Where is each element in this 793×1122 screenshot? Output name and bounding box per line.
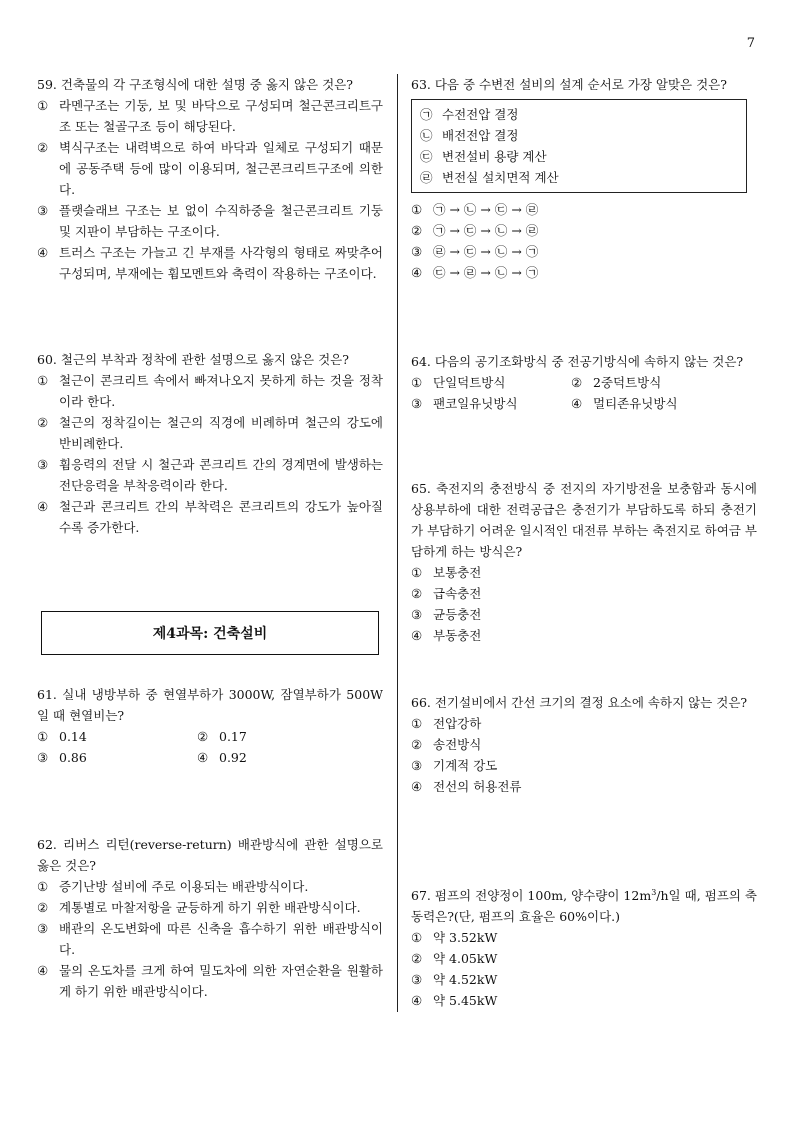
option-number: ② <box>197 729 209 744</box>
item-text: 변전설비 용량 계산 <box>442 149 547 164</box>
answer-option[interactable] <box>411 583 757 604</box>
question-box <box>411 99 747 193</box>
option-text: 플랫슬래브 구조는 보 없이 수직하중을 철근콘크리트 기둥 및 지판이 부담하는 구조이다. <box>59 203 383 239</box>
question-62 <box>37 834 383 1002</box>
answer-option[interactable] <box>37 726 197 747</box>
option-text: 멀티존유닛방식 <box>593 396 678 411</box>
option-text: 0.17 <box>219 729 247 744</box>
option-text: 약 5.45kW <box>433 993 498 1009</box>
item-marker: ㉡ <box>420 128 433 143</box>
answer-option[interactable] <box>37 200 383 242</box>
question-63 <box>411 74 757 283</box>
item-marker: ㉢ <box>420 149 433 164</box>
question-65 <box>411 478 757 646</box>
option-number: ④ <box>37 245 49 260</box>
option-text: 송전방식 <box>433 737 482 752</box>
question-stem: 63. 다음 중 수변전 설비의 설계 순서로 가장 알맞은 것은? <box>411 77 727 92</box>
box-item <box>420 125 738 146</box>
question-61 <box>37 684 383 768</box>
page-number: 7 <box>746 36 755 51</box>
question-stem: 65. 축전지의 충전방식 중 전지의 자기방전을 보충함과 동시에 상용부하에 대한 전력공급은 충전기가 부담하도록 하되 충전기가 부담하기 어려운 일시적인 대전류 부하는 축전지로 하여금 부담하게 하는 방식은? <box>411 481 757 559</box>
answer-option[interactable] <box>37 412 383 454</box>
option-text: 배관의 온도변화에 따른 신축을 흡수하기 위한 배관방식이다. <box>59 921 383 957</box>
answer-option[interactable] <box>37 496 383 538</box>
answer-option[interactable] <box>37 95 383 137</box>
question-64 <box>411 351 757 414</box>
option-text: 약 4.05kW <box>433 951 498 967</box>
option-number: ② <box>411 737 423 752</box>
option-number: ① <box>411 565 423 580</box>
option-number: ① <box>37 373 49 388</box>
option-text: 라멘구조는 기둥, 보 및 바닥으로 구성되며 철근콘크리트구조 또는 철골구조 등이 해당된다. <box>59 98 383 134</box>
option-number: ③ <box>411 396 423 411</box>
option-number: ④ <box>37 963 49 978</box>
answer-option[interactable] <box>37 960 383 1002</box>
item-marker: ㉣ <box>420 170 433 185</box>
answer-options <box>37 726 383 768</box>
answer-option[interactable] <box>411 199 757 220</box>
option-number: ③ <box>411 758 423 773</box>
option-number: ④ <box>197 750 209 765</box>
option-number: ④ <box>411 779 423 794</box>
question-stem: 62. 리버스 리턴(reverse-return) 배관방식에 관한 설명으로 옳은 것은? <box>37 837 383 873</box>
option-number: ④ <box>411 993 423 1009</box>
option-text: ㉢ → ㉣ → ㉡ → ㉠ <box>433 265 539 280</box>
question-stem <box>411 882 757 927</box>
option-text: 0.14 <box>59 729 87 744</box>
option-number: ③ <box>37 457 49 472</box>
option-number: ③ <box>411 972 423 988</box>
answer-option[interactable] <box>411 755 757 776</box>
option-text: 약 3.52kW <box>433 930 498 946</box>
item-marker: ㉠ <box>420 107 433 122</box>
answer-option[interactable] <box>411 241 757 262</box>
option-number: ③ <box>411 607 423 622</box>
option-text: 전선의 허용전류 <box>433 779 522 794</box>
question-stem: 61. 실내 냉방부하 중 현열부하가 3000W, 잠열부하가 500W일 때 현열비는? <box>37 687 383 723</box>
answer-option[interactable] <box>571 372 731 393</box>
answer-option[interactable] <box>411 969 757 990</box>
option-text: 부동충전 <box>433 628 482 643</box>
option-text: 물의 온도차를 크게 하여 밀도차에 의한 자연순환을 원활하게 하기 위한 배관방식이다. <box>59 963 383 999</box>
answer-option[interactable] <box>197 726 357 747</box>
superscript: 3 <box>651 888 657 897</box>
option-text: 0.92 <box>219 750 247 765</box>
stem-part: 67. 펌프의 전양정이 100m, 양수량이 12m <box>411 888 652 904</box>
question-66 <box>411 692 757 797</box>
answer-option[interactable] <box>411 562 757 583</box>
option-number: ③ <box>411 244 423 259</box>
option-number: ④ <box>411 265 423 280</box>
option-number: ③ <box>37 750 49 765</box>
answer-options <box>411 372 757 414</box>
section-title: 제4과목: 건축설비 <box>41 611 379 655</box>
option-number: ① <box>411 716 423 731</box>
answer-option[interactable] <box>571 393 731 414</box>
option-text: 철근과 콘크리트 간의 부착력은 콘크리트의 강도가 높아질수록 증가한다. <box>59 499 383 535</box>
question-stem: 59. 건축물의 각 구조형식에 대한 설명 중 옳지 않은 것은? <box>37 77 353 92</box>
option-text: 트러스 구조는 가늘고 긴 부재를 사각형의 형태로 짜맞추어 구성되며, 부재에는 휨모멘트와 축력이 작용하는 구조이다. <box>59 245 383 281</box>
answer-option[interactable] <box>411 604 757 625</box>
answer-option[interactable] <box>411 776 757 797</box>
stem-part: /h일 때, 펌프의 축동력은?(단, 펌프의 효율은 60%이다.) <box>411 888 758 925</box>
answer-option[interactable] <box>411 990 757 1011</box>
option-text: 단일덕트방식 <box>433 375 506 390</box>
question-stem: 64. 다음의 공기조화방식 중 전공기방식에 속하지 않는 것은? <box>411 354 744 369</box>
option-text: ㉣ → ㉢ → ㉡ → ㉠ <box>433 244 539 259</box>
option-number: ① <box>37 879 49 894</box>
option-text: 기계적 강도 <box>433 758 498 773</box>
answer-option[interactable] <box>411 734 757 755</box>
box-item <box>420 167 738 188</box>
question-stem: 66. 전기설비에서 간선 크기의 결정 요소에 속하지 않는 것은? <box>411 695 748 710</box>
option-text: 2중덕트방식 <box>593 375 662 390</box>
option-text: 휨응력의 전달 시 철근과 콘크리트 간의 경계면에 발생하는 전단응력을 부착응력이라 한다. <box>59 457 383 493</box>
item-text: 변전실 설치면적 계산 <box>442 170 559 185</box>
option-number: ② <box>37 415 49 430</box>
question-59 <box>37 74 383 284</box>
answer-option[interactable] <box>37 242 383 284</box>
question-67 <box>411 882 757 1011</box>
option-number: ① <box>37 729 49 744</box>
option-number: ② <box>411 586 423 601</box>
item-text: 배전전압 결정 <box>442 128 519 143</box>
option-number: ④ <box>411 628 423 643</box>
question-stem: 60. 철근의 부착과 정착에 관한 설명으로 옳지 않은 것은? <box>37 352 349 367</box>
answer-option[interactable] <box>37 897 383 918</box>
option-text: 약 4.52kW <box>433 972 498 988</box>
answer-option[interactable] <box>411 372 571 393</box>
option-number: ③ <box>37 921 49 936</box>
option-number: ① <box>37 98 49 113</box>
answer-option[interactable] <box>37 454 383 496</box>
item-text: 수전전압 결정 <box>442 107 519 122</box>
option-number: ② <box>411 223 423 238</box>
option-text: 철근이 콘크리트 속에서 빠져나오지 못하게 하는 것을 정착이라 한다. <box>59 373 383 409</box>
answer-option[interactable] <box>197 747 357 768</box>
option-number: ② <box>411 951 423 967</box>
option-number: ② <box>571 375 583 390</box>
option-number: ① <box>411 930 423 946</box>
option-number: ② <box>37 140 49 155</box>
option-text: 보통충전 <box>433 565 482 580</box>
answer-option[interactable] <box>37 370 383 412</box>
question-60 <box>37 349 383 538</box>
option-text: 계통별로 마찰저항을 균등하게 하기 위한 배관방식이다. <box>59 900 361 915</box>
answer-option[interactable] <box>37 918 383 960</box>
option-text: ㉠ → ㉢ → ㉡ → ㉣ <box>433 223 539 238</box>
option-text: 급속충전 <box>433 586 482 601</box>
option-text: ㉠ → ㉡ → ㉢ → ㉣ <box>433 202 539 217</box>
answer-option[interactable] <box>411 927 757 948</box>
option-number: ② <box>37 900 49 915</box>
answer-option[interactable] <box>411 393 571 414</box>
option-number: ① <box>411 375 423 390</box>
option-number: ③ <box>37 203 49 218</box>
option-number: ④ <box>37 499 49 514</box>
box-item <box>420 146 738 167</box>
answer-option[interactable] <box>411 625 757 646</box>
answer-option[interactable] <box>411 713 757 734</box>
option-text: 균등충전 <box>433 607 482 622</box>
option-text: 벽식구조는 내력벽으로 하여 바닥과 일체로 구성되기 때문에 공동주택 등에 많이 이용되며, 철근콘크리트구조에 의한다. <box>59 140 383 197</box>
answer-option[interactable] <box>37 137 383 200</box>
option-number: ① <box>411 202 423 217</box>
answer-option[interactable] <box>411 262 757 283</box>
answer-option[interactable] <box>37 876 383 897</box>
option-text: 증기난방 설비에 주로 이용되는 배관방식이다. <box>59 879 309 894</box>
answer-option[interactable] <box>37 747 197 768</box>
option-text: 전압강하 <box>433 716 482 731</box>
box-item <box>420 104 738 125</box>
option-text: 철근의 정착길이는 철근의 직경에 비례하며 철근의 강도에 반비례한다. <box>59 415 383 451</box>
option-text: 0.86 <box>59 750 87 765</box>
option-number: ④ <box>571 396 583 411</box>
answer-option[interactable] <box>411 948 757 969</box>
option-text: 팬코일유닛방식 <box>433 396 518 411</box>
column-divider <box>397 74 398 1012</box>
answer-option[interactable] <box>411 220 757 241</box>
